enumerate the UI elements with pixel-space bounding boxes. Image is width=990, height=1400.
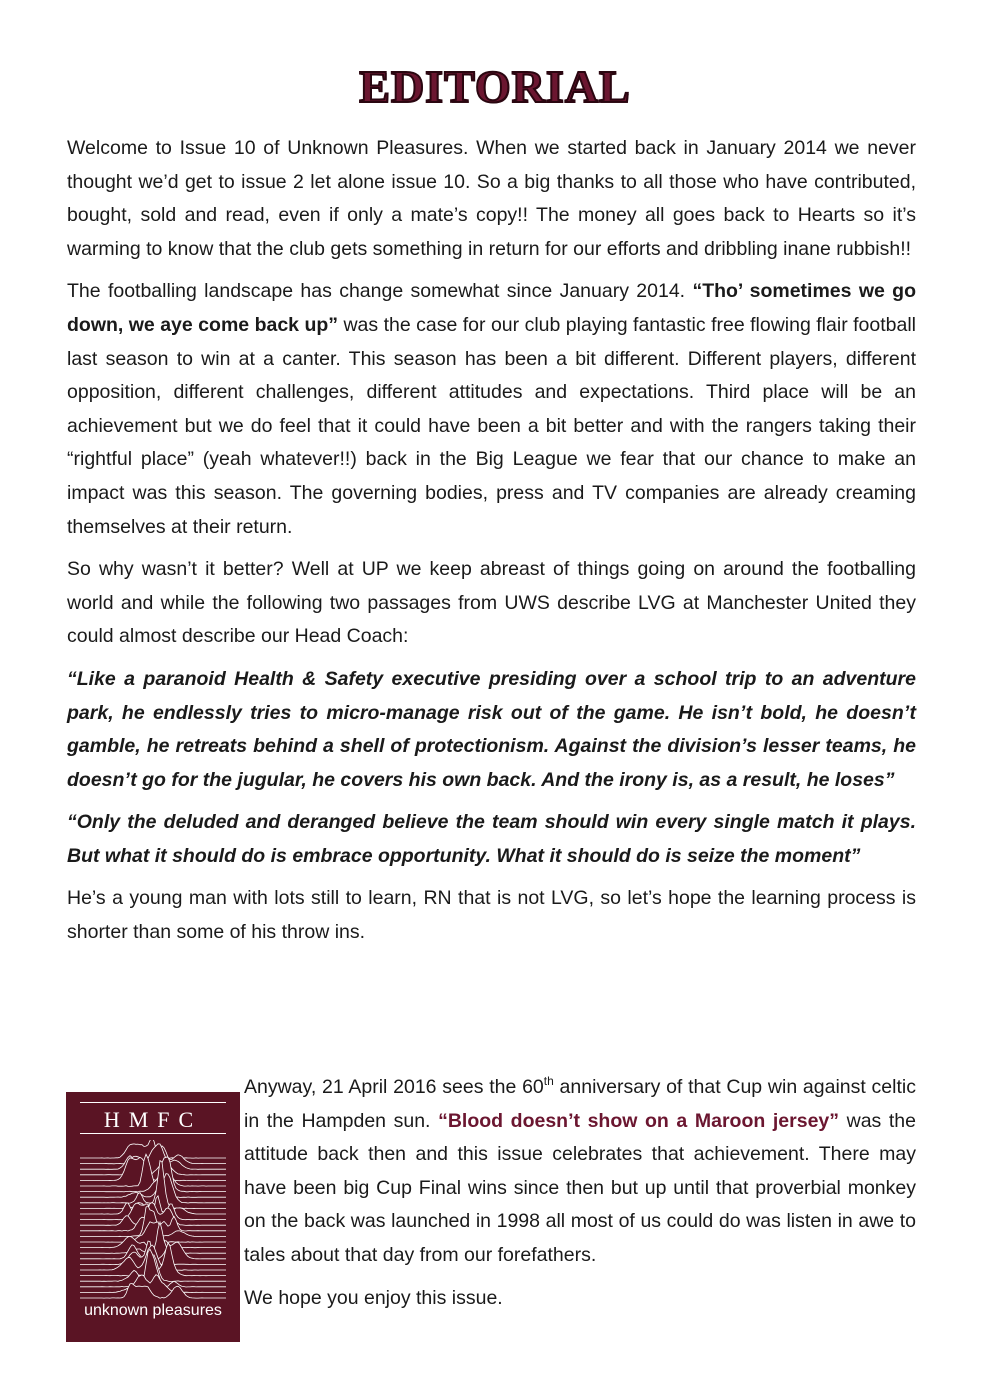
logo-rule-bottom (80, 1133, 226, 1134)
paragraph-welcome: Welcome to Issue 10 of Unknown Pleasures. When we started back in January 2014 we never thought we’d get to issue 2 let alone issue 10. So a big thanks to all those who have contributed, bought, sold and read, even if only a mate’s copy!! The money all goes back to Hearts so it’s warming to know that the club gets something in return for our efforts and dribbling inane rubbish!! (67, 137, 916, 260)
page-title: EDITORIAL (359, 61, 631, 112)
anniversary-rest: was the attitude back then and this issue celebrates that achievement. There may have been big Cup Final wins since then but up until that proverbial monkey on the back was launched in 1998 all most of us could do was listen in awe to tales about that day from our forefathers. (244, 1109, 916, 1266)
pulsar-waves-icon (80, 1140, 226, 1300)
anniversary-section (244, 1071, 916, 1324)
article-body (67, 132, 916, 959)
logo-letters: HMFC (103, 1107, 203, 1132)
hmfc-logo (66, 1092, 240, 1342)
maroon-jersey-quote: “Blood doesn’t show on a Maroon jersey” (438, 1109, 840, 1132)
logo-rule-top (80, 1102, 226, 1103)
song-quote: “Tho’ sometimes we go down, we aye come back up” (67, 280, 916, 336)
quote-second: “Only the deluded and deranged believe the team should win every single match it plays. But what it should do is embrace opportunity. What it should do is seize the moment” (67, 811, 916, 867)
paragraph-landscape (67, 275, 916, 544)
logo-caption: unknown pleasures (84, 1302, 222, 1319)
ordinal-suffix: th (543, 1074, 554, 1088)
anniversary-intro: Anyway, 21 April 2016 sees the 60 (244, 1076, 544, 1098)
quote-first: “Like a paranoid Health & Safety executive presiding over a school trip to an adventure park, he endlessly tries to micro-manage risk out of the game. He isn’t bold, he doesn’t gamble, he retreats behind a shell of protectionism. Against the division’s lesser teams, he doesn’t go for the jugular, he covers his own back. And the irony is, as a result, he loses” (67, 667, 916, 791)
paragraph-landscape-intro: The footballing landscape has change somewhat since January 2014. (67, 280, 693, 303)
paragraph-young-man: He’s a young man with lots still to learn, RN that is not LVG, so let’s hope the learning process is shorter than some of his throw ins. (67, 887, 916, 944)
paragraph-anniversary (244, 1071, 916, 1273)
anniversary-mid: anniversary of that Cup win against celtic in the Hampden sun. (244, 1076, 916, 1132)
paragraph-why: So why wasn’t it better? Well at UP we keep abreast of things going on around the footballing world and while the following two passages from UWS describe LVG at Manchester United they could almost describe our Head Coach: (67, 558, 916, 648)
paragraph-landscape-rest: was the case for our club playing fantastic free flowing flair football last season to win at a canter. This season has been a bit different. Different players, different opposition, different challenges, different attitudes and expectations. Third place will be an achievement but we do feel that it could have been a bit better and with the rangers taking their “rightful place” (yeah whatever!!) back in the Big League we fear that our chance to make an impact was this season. The governing bodies, press and TV companies are already creaming themselves at their return. (67, 313, 917, 538)
paragraph-closing: We hope you enjoy this issue. (244, 1286, 503, 1309)
